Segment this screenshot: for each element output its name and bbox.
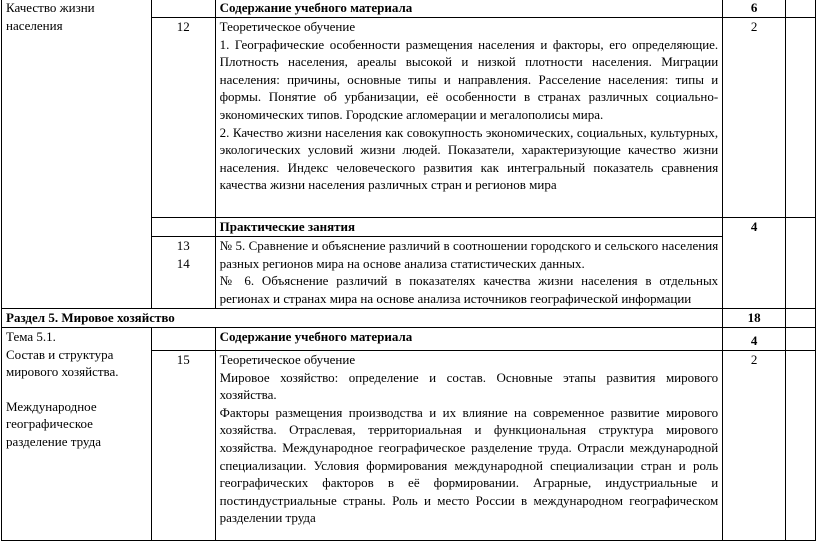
content-header: Содержание учебного материала xyxy=(215,328,723,351)
topic-cell xyxy=(2,328,152,541)
num-cell: 15 xyxy=(151,351,215,541)
paragraph: № 5. Сравнение и объяснение различий в соотношении городского и сельского населения разных регионов мира на основе анализа статистических данных. xyxy=(219,238,719,271)
paragraph: № 6. Объяснение различий в показателях качества жизни населения в отдельных регионах и странах мира на основе анализа источников географической информации xyxy=(219,273,719,306)
num-cell xyxy=(151,328,215,351)
topic-label: Тема 5.1. xyxy=(6,329,56,344)
level-cell xyxy=(786,328,816,351)
lesson-number: 14 xyxy=(176,255,190,271)
section-row xyxy=(2,309,816,328)
hours-cell: 6 xyxy=(723,0,786,18)
curriculum-table xyxy=(1,0,816,541)
section-title: Теоретическое обучение xyxy=(219,19,356,34)
num-cell xyxy=(151,218,215,237)
practice-header: Практические занятия xyxy=(215,218,723,237)
level-cell xyxy=(786,309,816,328)
table-row xyxy=(2,0,816,18)
topic-label: Состав и структура мирового хозяйства. xyxy=(6,346,119,380)
paragraph: Мировое хозяйство: определение и состав. Основные этапы развития мирового хозяйства. xyxy=(219,369,719,403)
num-cell: 12 xyxy=(151,18,215,218)
content-cell xyxy=(215,18,723,218)
paragraph: 1. Географические особенности размещения населения и факторы, его определяющие. Плотность населения, ареалы высокой и низкой плотности населения. Миграции населения: причины, основные типы и направления. Расселение населения: типы и формы. Понятие об урбанизации, её особенности в странах различных социально- экономических типов. Городские агломерации и мегалополисы мира. xyxy=(219,36,719,122)
num-cell xyxy=(151,237,215,309)
section-title: Раздел 5. Мировое хозяйство xyxy=(2,309,723,328)
hours-cell: 18 xyxy=(723,309,786,328)
num-cell xyxy=(151,0,215,18)
hours-cell: 2 xyxy=(723,18,786,218)
table-row xyxy=(2,328,816,351)
topic-label: Качество жизни населения xyxy=(6,0,95,33)
hours-cell: 4 xyxy=(723,218,786,309)
hours-cell: 2 xyxy=(723,351,786,541)
section-title: Теоретическое обучение xyxy=(219,352,356,367)
content-cell xyxy=(215,237,723,309)
lesson-number: 13 xyxy=(176,238,190,253)
content-cell xyxy=(215,351,723,541)
paragraph: Факторы размещения производства и их влияние на современное развитие мирового хозяйства. Отраслевая, территориальная и функциональная структура мирового хозяйства. Международное географическое разделение труда. Отрасли международной специализации. Условия формирования международной специализации стран и роль географических факторов в её формировании. Аграрные, индустриальные и постиндустриальные страны. Роль и место России в международном географическом разделении труда xyxy=(219,404,719,526)
level-cell xyxy=(786,218,816,309)
topic-cell xyxy=(2,0,152,309)
level-cell xyxy=(786,18,816,218)
level-cell xyxy=(786,351,816,541)
paragraph: 2. Качество жизни населения как совокупность экономических, социальных, культурных, экологических условий жизни людей. Показатели, характеризующие качество жизни населения. Индекс человеческого развития как интегральный показатель сравнения качества жизни населения различных стран и регионов мира xyxy=(219,124,719,193)
content-header: Содержание учебного материала xyxy=(215,0,723,18)
topic-label: Международное географическое разделение труда xyxy=(6,398,101,449)
level-cell xyxy=(786,0,816,18)
hours-cell: 4 xyxy=(723,328,786,351)
